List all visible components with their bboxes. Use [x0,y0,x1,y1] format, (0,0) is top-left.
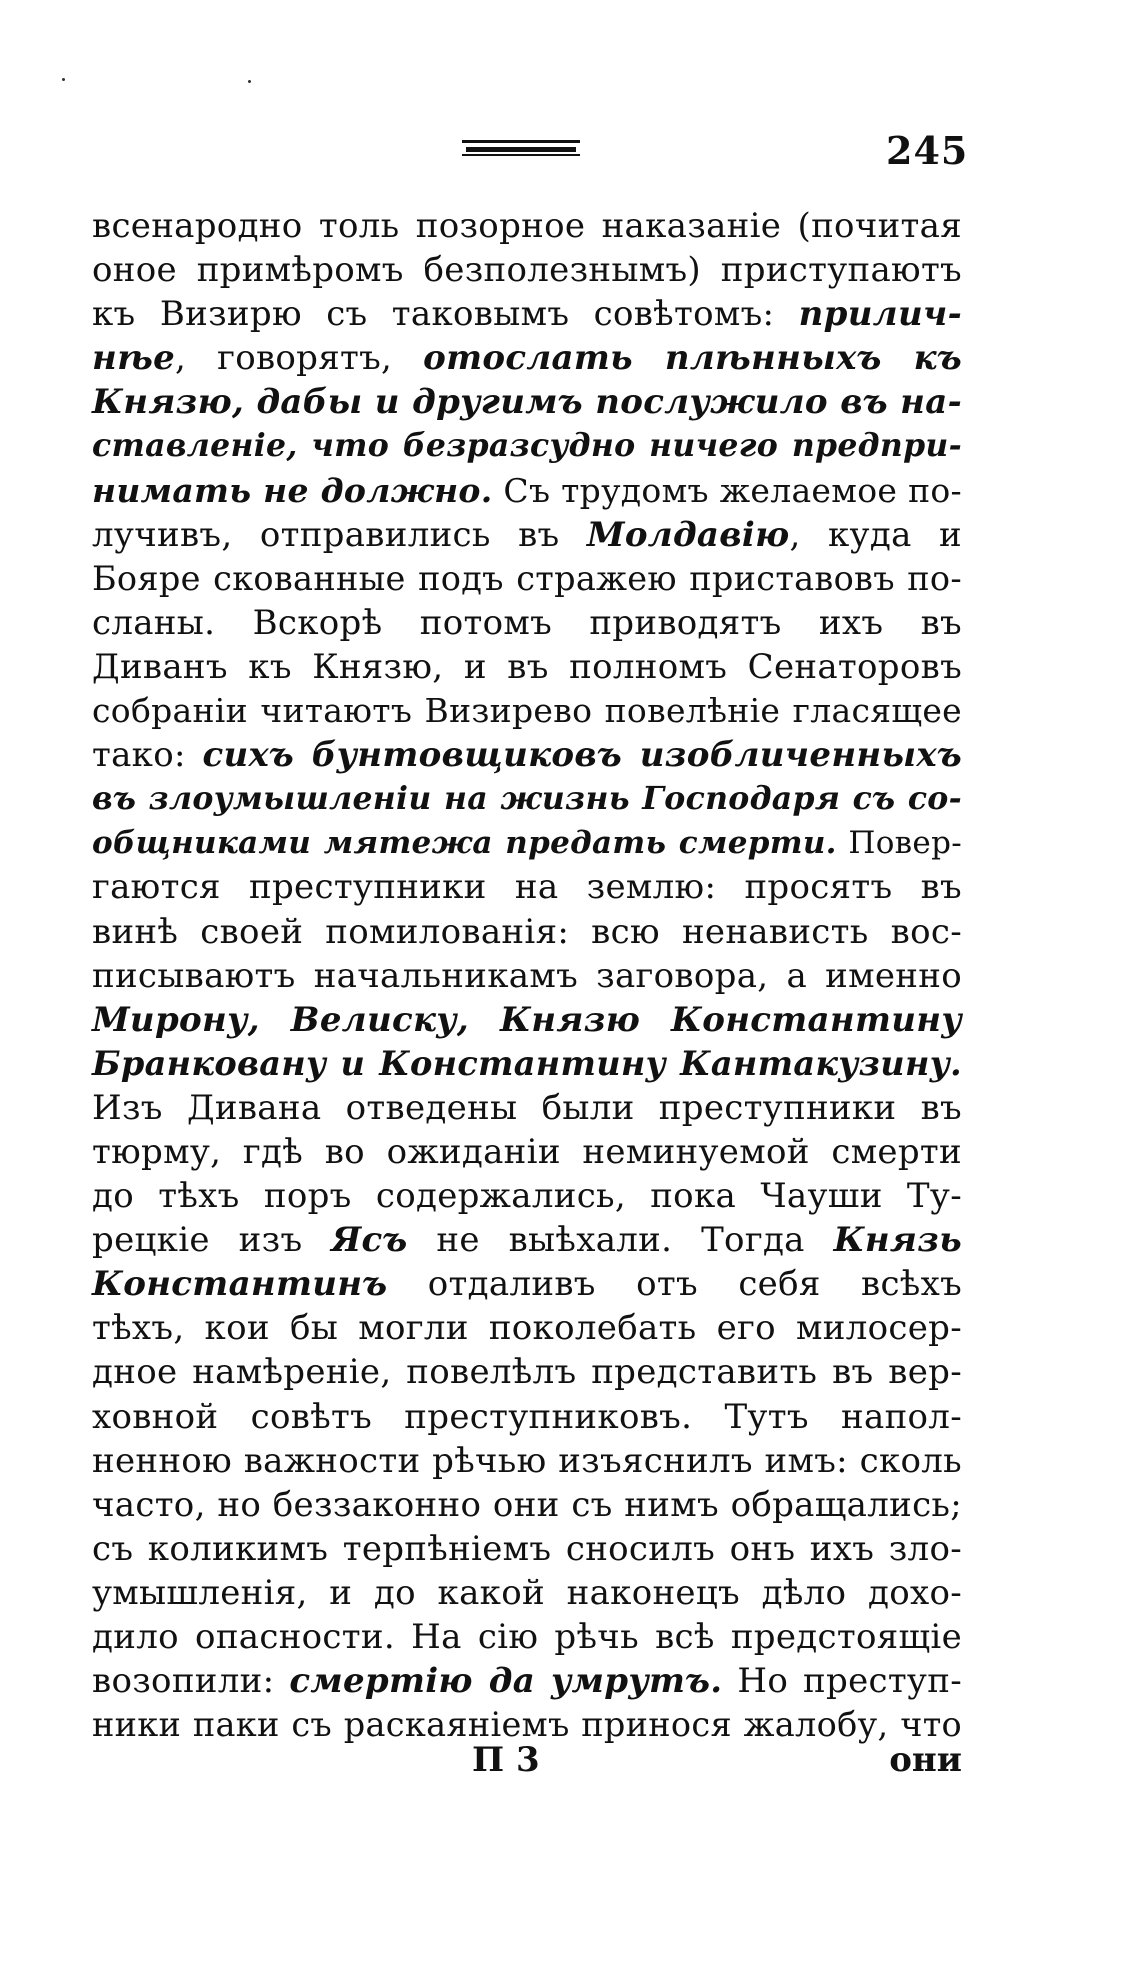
text-run: тако: [92,735,203,776]
text-line [92,380,962,424]
text-run: собраніи читаютъ Визирево повелѣніе гласящее [92,691,962,731]
text-line [92,336,962,380]
text-run: лучивъ, отправились въ [92,514,587,555]
italic-phrase: Константинъ [92,1264,388,1305]
italic-phrase: смертію да умрутъ. [289,1661,723,1702]
italic-phrase: Князю, дабы и другимъ послужило въ на- [92,382,962,423]
text-line [92,865,962,909]
text-line [92,513,962,557]
catchword: они [889,1740,962,1780]
ink-speck [62,78,65,81]
text-line [92,1483,962,1527]
italic-phrase: Ясъ [331,1220,408,1261]
text-run: дное намѣреніе, повелѣлъ представить въ вер- [92,1352,962,1393]
text-run: къ Визирю съ таковымъ совѣтомъ: [92,294,799,335]
text-line [92,1174,962,1218]
text-line [92,1262,962,1306]
text-run: не выѣхали. Тогда [407,1220,834,1261]
page-number: 245 [886,128,969,173]
text-run: , говорятъ, [175,338,424,379]
italic-phrase: отослать плѣнныхъ къ [423,338,962,379]
text-line [92,733,962,777]
text-run: Повер- [836,825,962,862]
text-run: Но преступ- [722,1661,962,1702]
text-line [92,954,962,998]
ink-speck [248,80,251,83]
text-run: , куда и [789,514,962,555]
text-run: писываютъ начальникамъ заговора, а именно [92,955,962,996]
text-line [92,1571,962,1615]
text-line [92,1086,962,1130]
italic-phrase: въ злоумышленіи на жизнь Господаря съ со- [92,780,962,818]
text-line [92,689,962,733]
text-run: гаются преступники на землю: просятъ въ [92,867,962,908]
text-run: умышленія, и до какой наконецъ дѣло дохо- [92,1572,962,1613]
text-run: съ коликимъ терпѣніемъ сносилъ онъ ихъ зло- [92,1528,962,1569]
text-run: рецкіе изъ [92,1220,332,1261]
text-run: до тѣхъ поръ содержались, пока Чауши Ту- [92,1176,962,1217]
italic-phrase: прилич- [798,294,962,335]
italic-phrase: нѣе [92,338,176,379]
text-line [92,777,962,821]
text-run: Бояре скованные подъ стражею приставовъ по- [92,558,962,598]
text-run: часто, но беззаконно они съ нимъ обращались; [92,1484,962,1525]
text-run: возопили: [92,1661,290,1702]
text-run: тюрму, гдѣ во ожиданіи неминуемой смерти [92,1131,962,1172]
text-run: Съ трудомъ желаемое по- [492,470,963,510]
page-footer [0,1740,1140,1790]
text-line [92,557,962,601]
text-line [92,248,962,292]
signature-mark: П 3 [472,1740,540,1780]
italic-phrase: общниками мятежа предать смерти. [92,825,837,862]
text-line [92,601,962,645]
text-line [92,1527,962,1571]
text-line [92,424,962,468]
header-ornament-rule [462,140,580,156]
text-run: всенародно толь позорное наказаніе (почитая [92,206,962,246]
italic-phrase: нимать не должно. [92,470,493,510]
text-line [92,1306,962,1350]
text-line [92,1615,962,1659]
text-line [92,998,962,1042]
italic-phrase: ставленіе, что безразсудно ничего предпри- [92,427,962,465]
body-text [92,204,962,1747]
text-line [92,645,962,689]
italic-phrase: Бранковану и Константину Кантакузину. [92,1043,962,1083]
italic-phrase: Мирону, Велиску, Князю Константину [92,999,962,1040]
text-line [92,292,962,336]
text-line [92,1350,962,1394]
text-line [92,469,962,513]
italic-phrase: Князь [833,1220,962,1261]
text-run: оное примѣромъ безполезнымъ) приступаютъ [92,250,962,291]
text-line [92,910,962,954]
text-run: дило опасности. На сію рѣчь всѣ предстоящіе [92,1617,962,1657]
text-run: Диванъ къ Князю, и въ полномъ Сенаторовъ [92,646,962,687]
text-line [92,821,962,865]
text-run: ховной совѣтъ преступниковъ. Тутъ напол- [92,1396,962,1437]
text-line [92,1659,962,1703]
italic-phrase: сихъ бунтовщиковъ изобличенныхъ [202,735,962,776]
text-run: тѣхъ, кои бы могли поколебать его милосер- [92,1308,962,1349]
text-run: сланы. Вскорѣ потомъ приводятъ ихъ въ [92,602,962,643]
text-line [92,1395,962,1439]
text-run: винѣ своей помилованія: всю ненависть вос- [92,911,962,952]
text-run: ненною важности рѣчью изъяснилъ имъ: сколь [92,1440,962,1481]
text-run: отдаливъ отъ себя всѣхъ [387,1264,962,1305]
text-line [92,1042,962,1086]
text-line [92,204,962,248]
text-line [92,1130,962,1174]
text-line [92,1439,962,1483]
italic-phrase: Молдавію [586,514,790,555]
text-run: Изъ Дивана отведены были преступники въ [92,1087,962,1128]
text-line [92,1218,962,1262]
text-run: ники паки съ раскаяніемъ принося жалобу, что [92,1705,962,1745]
